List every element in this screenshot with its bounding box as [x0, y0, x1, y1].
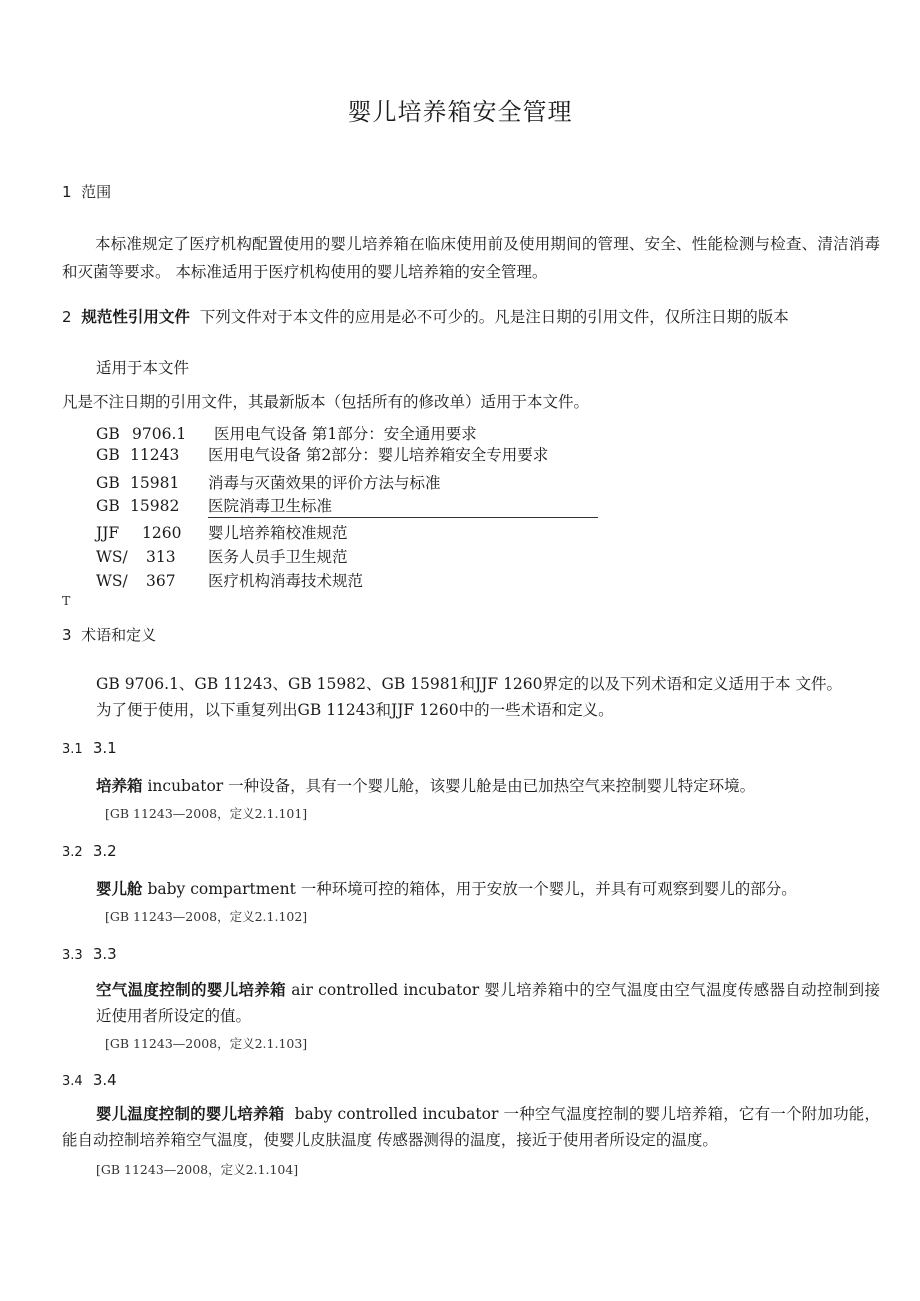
term-name: 培养箱: [96, 777, 143, 795]
term-text: 一种设备，具有一个婴儿舱，该婴儿舱是由已加热空气来控制婴儿特定环境。: [228, 777, 756, 795]
section-title: 规范性引用文件: [81, 308, 190, 326]
term-name: 婴儿温度控制的婴儿培养箱: [96, 1105, 285, 1123]
stray-mark: T: [62, 593, 71, 608]
term-number: 3.1 3.1: [62, 739, 117, 757]
term-english: incubator: [147, 777, 224, 795]
section-3-paragraph-2: 为了便于使用，以下重复列出GB 11243和JJF 1260中的一些术语和定义。: [96, 701, 614, 719]
section-2-heading: [62, 305, 789, 327]
term-definition: [96, 877, 797, 899]
term-number: 3.3 3.3: [62, 945, 117, 963]
term-source: [GB 11243—2008，定义2.1.103]: [105, 1036, 308, 1051]
section-number: 2: [62, 308, 72, 326]
reference-item: GB 9706.1 医用电气设备 第1部分：安全通用要求: [96, 425, 477, 443]
term-number: 3.4 3.4: [62, 1071, 117, 1089]
reference-item: JJF 1260 婴儿培养箱校准规范: [96, 524, 348, 542]
section-intro: 下列文件对于本文件的应用是必不可少的。凡是注日期的引用文件，仅所注日期的版本: [199, 308, 789, 326]
section-title: 范围: [81, 183, 112, 201]
term-source: [GB 11243—2008，定义2.1.101]: [105, 806, 308, 821]
term-source: [GB 11243—2008，定义2.1.104]: [96, 1162, 299, 1177]
term-english: baby compartment: [147, 880, 296, 898]
reference-item: GB 11243 医用电气设备 第2部分：婴儿培养箱安全专用要求: [96, 446, 549, 464]
reference-item: GB 15982 医院消毒卫生标准: [96, 494, 598, 518]
term-definition: [62, 1101, 880, 1153]
page-title: 婴儿培养箱安全管理: [347, 98, 573, 126]
section-1-paragraph: 本标准规定了医疗机构配置使用的婴儿培养箱在临床使用前及使用期间的管理、安全、性能检测与检查、清洁消毒和灭菌等要求。 本标准适用于医疗机构使用的婴儿培养箱的安全管理。: [62, 235, 880, 281]
section-3-heading: [62, 624, 156, 645]
section-number: 1: [62, 183, 72, 201]
term-english: baby controlled incubator: [294, 1105, 499, 1123]
section-number: 3: [62, 626, 72, 644]
reference-item: GB 15981 消毒与灭菌效果的评价方法与标准: [96, 474, 441, 492]
term-text: 婴儿培养箱中的空气温度由空气温度传感器自动控制到接近使用者所设定的值。: [96, 981, 880, 1025]
reference-item: WS/ 367 医疗机构消毒技术规范: [96, 572, 364, 590]
section-3-paragraph-1: GB 9706.1、GB 11243、GB 15982、GB 15981和JJF 1260界定的以及下列术语和定义适用于本 文件。: [96, 675, 842, 693]
section-2-intro-note: 凡是不注日期的引用文件，其最新版本（包括所有的修改单）适用于本文件。: [62, 393, 590, 411]
section-1-heading: [62, 181, 111, 202]
term-name: 空气温度控制的婴儿培养箱: [96, 981, 287, 999]
term-source: [GB 11243—2008，定义2.1.102]: [105, 909, 308, 924]
term-english: air controlled incubator: [291, 981, 480, 999]
term-text: 一种环境可控的箱体，用于安放一个婴儿，并具有可观察到婴儿的部分。: [300, 880, 797, 898]
term-definition: [96, 977, 880, 1029]
section-title: 术语和定义: [81, 626, 157, 644]
term-number: 3.2 3.2: [62, 842, 117, 860]
term-definition: [96, 774, 755, 796]
term-name: 婴儿舱: [96, 880, 143, 898]
reference-item: WS/ 313 医务人员手卫生规范: [96, 548, 348, 566]
term-text: 一种空气温度控制的婴儿培养箱，它有一个附加功能，能自动控制培养箱空气温度，使婴儿皮肤温度 传感器测得的温度，接近于使用者所设定的温度。: [62, 1105, 880, 1149]
section-2-intro-cont: 适用于本文件: [96, 359, 190, 377]
